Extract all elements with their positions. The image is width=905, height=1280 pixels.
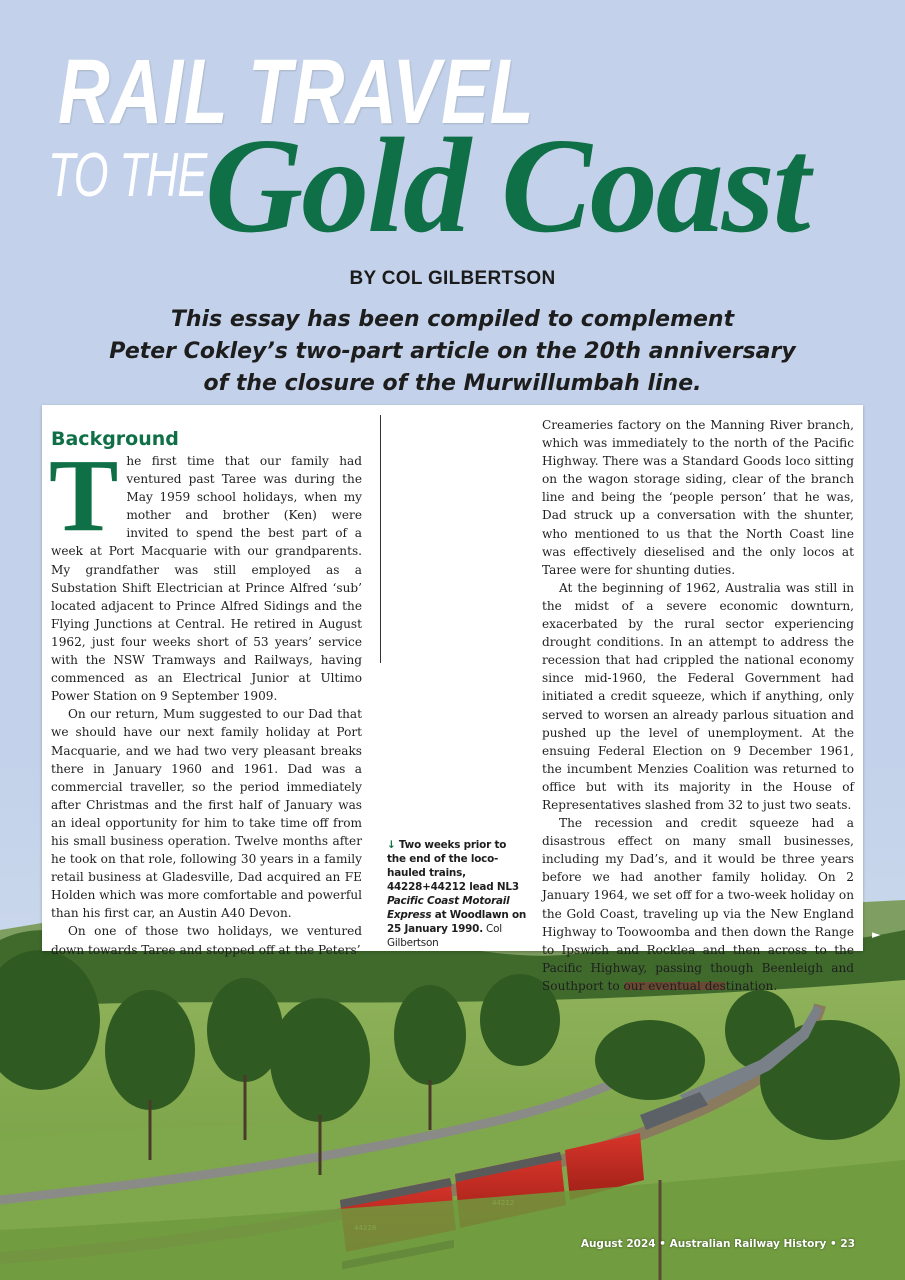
photo-caption: [387, 838, 527, 950]
paragraph: On our return, Mum suggested to our Dad that we should have our next family holiday at Port Macquarie, and we had two very pleasant breaks there in January 1960 and 1961. Dad was a commercial traveller, so the period immediately after Christmas and the first half of January was an ideal opportunity for him to take time off from his small business operation. Twelve months after he took on that role, following 30 years in a family retail business at Gladesville, Dad acquired an FE Holden which was more comfortable and powerful than his first car, an Austin A40 Devon.: [51, 707, 362, 921]
photo-credit: Col Gilbertson: [387, 923, 502, 949]
paragraph: At the beginning of 1962, Australia was still in the midst of a severe economic downturn, exacerbated by the rural sector experiencing drought conditions. In an attempt to address the recession that had crippled the national economy since mid-1960, the Federal Government had initiated a credit squeeze, which if anything, only served to worsen an already parlous situation and pushed up the level of unemployment. At the ensuing Federal Election on 9 December 1961, the incumbent Menzies Coalition was returned to office but with its majority in the House of Representatives slashed from 32 to just two seats.: [542, 580, 854, 812]
paragraph: Creameries factory on the Manning River branch, which was immediately to the north of the Pacific Highway. There was a Standard Goods loco sitting on the wagon storage siding, clear of the branch line and being the ‘people person’ that he was, Dad struck up a conversation with the shunter, who mentioned to us that the North Coast line was effectively dieselised and the only locos at Taree were for shunting duties.: [542, 418, 854, 577]
caption-train-name: Pacific Coast Motorail Express: [387, 895, 510, 921]
title-to-the: TO THE: [48, 141, 207, 210]
title-gold-coast: Gold Coast: [205, 111, 809, 261]
standfirst: [0, 304, 905, 400]
article-column-left: [51, 427, 362, 959]
paragraph-text: he first time that our family had ventured past Taree was during the May 1959 school holidays, when my mother and brother (Ken) were invited to spend the best part of a week at Port Macquarie with our grandparents. My grandfather was still employed as a Substation Shift Electrician at Prince Alfred ‘sub’ located adjacent to Prince Alfred Sidings and the Flying Junctions at Central. He retired in August 1962, just four weeks short of 53 years’ service with the NSW Tramways and Railways, having commenced as an Electrical Junior at Ultimo Power Station on 9 September 1909.: [51, 454, 362, 704]
drop-cap: T: [49, 438, 119, 553]
down-arrow-icon: ↓: [387, 839, 396, 851]
page-footer: August 2024 • Australian Railway History • 23: [580, 1238, 855, 1250]
title-rail-travel: RAIL TRAVEL: [58, 41, 535, 143]
article-panel: [42, 405, 863, 993]
article-column-right: [542, 416, 854, 995]
standfirst-line: This essay has been compiled to complement: [170, 307, 735, 332]
continue-arrow-icon: ►: [872, 928, 881, 941]
column-divider: [380, 415, 381, 663]
paragraph: On one of those two holidays, we ventured down towards Taree and stopped off at the Peters’: [51, 924, 362, 957]
byline: BY COL GILBERTSON: [349, 268, 556, 289]
caption-text: Two weeks prior to the end of the loco-hauled trains, 44228+44212 lead NL3: [387, 839, 519, 893]
caption-text: at Woodlawn on 25 January 1990.: [387, 909, 527, 935]
standfirst-line: Peter Cokley’s two-part article on the 20th anniversary: [109, 339, 796, 364]
paragraph: The recession and credit squeeze had a disastrous effect on many small businesses, including my Dad’s, and it would be three years before we had another family holiday. On 2 January 1964, we set off for a two-week holiday on the Gold Coast, traveling up via the New England Highway to Toowoomba and then down the Range to Ipswich and Rocklea and then across to the Pacific Highway, passing though Beenleigh and Southport to our eventual destination.: [542, 816, 854, 993]
standfirst-line: of the closure of the Murwillumbah line.: [203, 371, 702, 396]
section-heading: Background: [51, 428, 179, 450]
